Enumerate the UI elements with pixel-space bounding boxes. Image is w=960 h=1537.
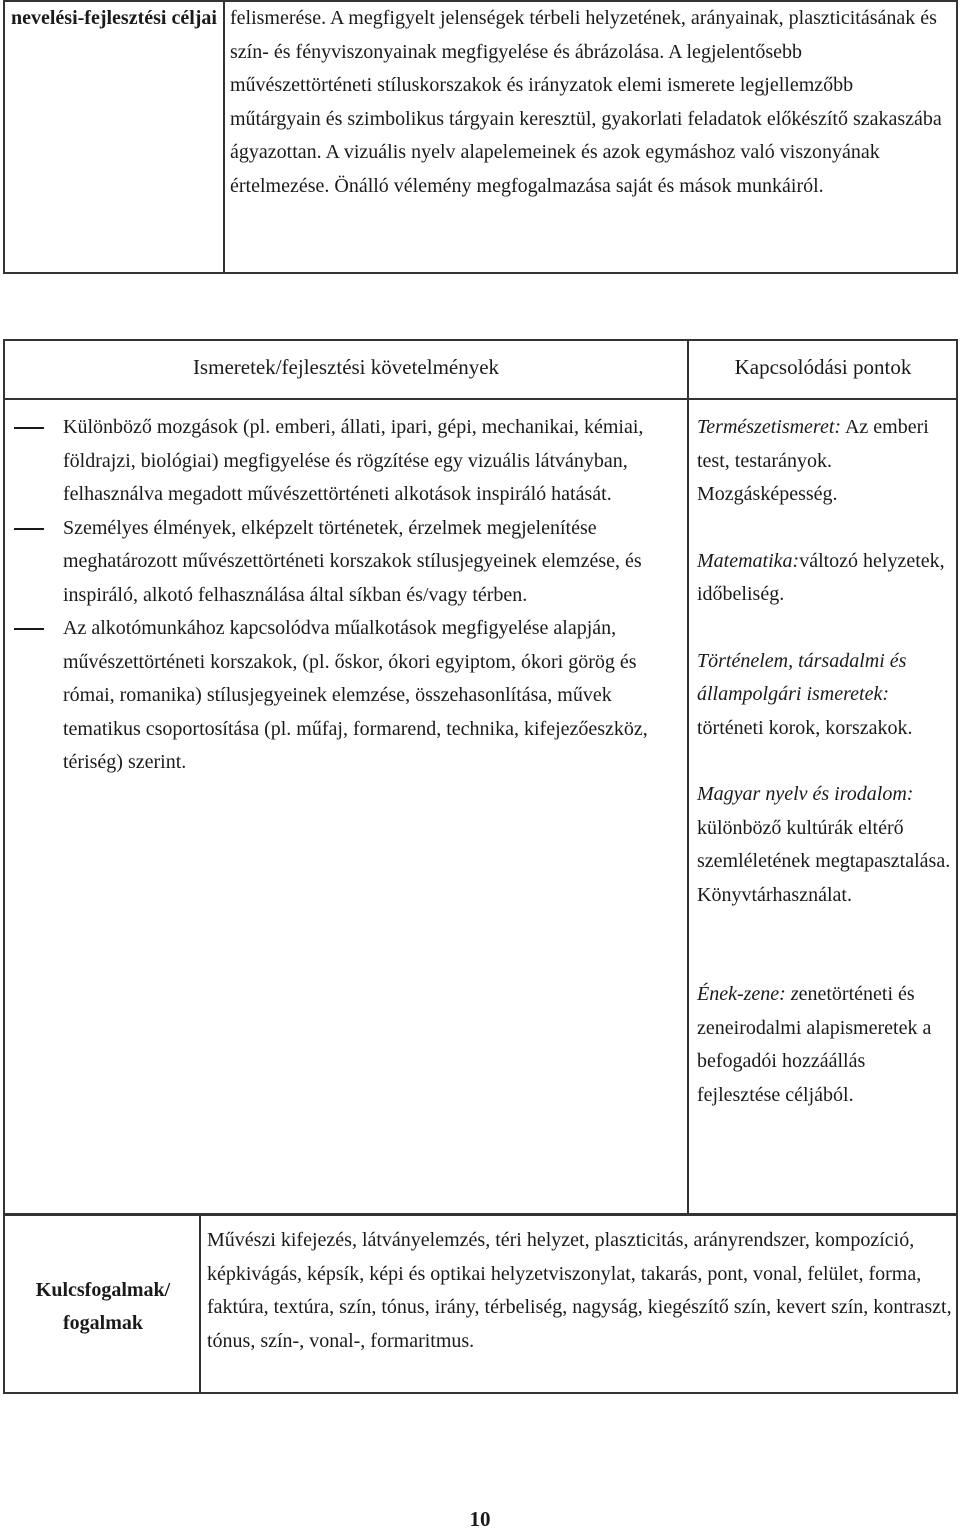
connection-item: Magyar nyelv és irodalom: különböző kultúrák eltérő szemléletének megtapasztalása. Könyvtárhasználat. (697, 783, 951, 906)
header-requirements: Ismeretek/fejlesztési követelmények (192, 355, 500, 379)
goals-table-divider (223, 0, 225, 274)
list-item: Az alkotómunkához kapcsolódva műalkotások megfigyelése alapján, művészettörténeti korszakok, (pl. őskor, ókori egyiptom, ókori görög és római, romanika) stílusjegyeinek elemzése, összehasonlítása, művek tematikus csoportosítása (pl. műfaj, formarend, technika, kifejezőeszköz, tériség) szerint. (10, 612, 675, 780)
keywords-table-divider (199, 1214, 201, 1394)
dash-bullet-icon (14, 528, 44, 530)
goals-text: felismerése. A megfigyelt jelenségek térbeli helyzetének, arányainak, plaszticitásának és szín- és fényviszonyainak megfigyelése és ábrázolása. A legjelentősebb művészettörténeti stíluskorszakok és irányzatok elemi ismerete legjellemzőbb műtárgyain és szimbolikus tárgyain keresztül, gyakorlati feladatok előkészítő szakaszába ágyazottan. A vizuális nyelv alapelemeinek és azok egymáshoz való viszonyának értelmezése. Önálló vélemény megfogalmazása saját és mások munkáiról. (230, 7, 942, 197)
keywords-label: Kulcsfogalmak/ fogalmak (35, 1279, 171, 1334)
connection-item: Történelem, társadalmi és állampolgári ismeretek: történeti korok, korszakok. (697, 649, 913, 739)
connections-list (697, 411, 952, 1145)
list-item: Különböző mozgások (pl. emberi, állati, ipari, gépi, mechanikai, kémiai, földrajzi, biológiai) megfigyelése és rögzítése egy vizuális látványban, felhasználva megadott művészettörténeti alkotások inspiráló hatását. (10, 411, 675, 512)
goals-label: nevelési-fejlesztési céljai (10, 7, 217, 29)
requirements-list (10, 411, 675, 780)
connection-item: Ének-zene: zenetörténeti és zeneirodalmi alapismeretek a befogadói hozzáállás fejlesztése céljából. (697, 983, 932, 1106)
keywords-text: Művészi kifejezés, látványelemzés, téri helyzet, plaszticitás, arányrendszer, kompozíció, képkivágás, képsík, képi és optikai helyzetviszonylat, takarás, pont, vonal, felület, forma, faktúra, textúra, szín, tónus, irány, térbeliség, nagyság, kiegészítő szín, kevert szín, kontraszt, tónus, szín-, vonal-, formaritmus. (207, 1229, 952, 1352)
requirements-table-divider (687, 339, 689, 1215)
dash-bullet-icon (14, 628, 44, 630)
dash-bullet-icon (14, 427, 44, 429)
list-item: Személyes élmények, elképzelt történetek, érzelmek megjelenítése meghatározott művészettörténeti korszakok stílusjegyeinek elemzése, és inspiráló, alkotó felhasználása által síkban és/vagy térben. (10, 512, 675, 613)
connection-item: Matematika:változó helyzetek, időbeliség. (697, 549, 945, 605)
connection-item: Természetismeret: Az emberi test, testarányok. Mozgásképesség. (697, 416, 929, 505)
requirements-header-divider (3, 398, 958, 400)
page-number: 10 (469, 1507, 491, 1531)
header-connections: Kapcsolódási pontok (734, 355, 912, 379)
